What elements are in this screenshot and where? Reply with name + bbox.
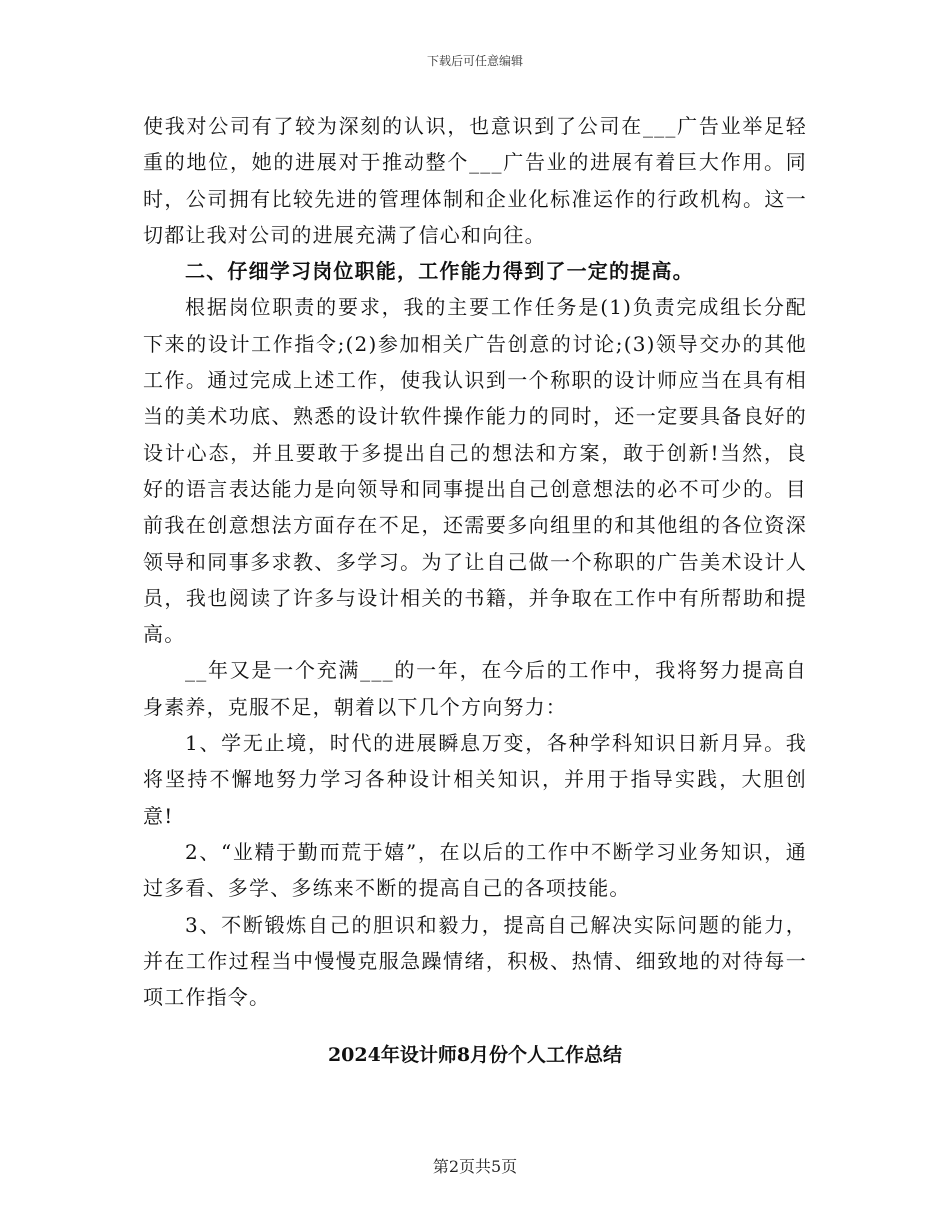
page-header-note: 下载后可任意编辑 bbox=[426, 54, 523, 68]
section-heading: 二、仔细学习岗位职能，工作能力得到了一定的提高。 bbox=[185, 259, 694, 284]
document-title: 2024年设计师8月份个人工作总结 bbox=[327, 1044, 623, 1066]
paragraph-intro: 使我对公司有了较为深刻的认识，也意识到了公司在___广告业举足轻重的地位，她的进展对于推动整个___广告业的进展有着巨大作用。同时，公司拥有比较先进的管理体制和企业化标准运作的行政机构。这一切都让我对公司的进展充满了信心和向往。 bbox=[143, 114, 807, 247]
list-item-2: 2、“业精于勤而荒于嬉”，在以后的工作中不断学习业务知识，通过多看、多学、多练来不断的提高自己的各项技能。 bbox=[143, 839, 807, 901]
paragraph-duties: 根据岗位职责的要求，我的主要工作任务是(1)负责完成组长分配下来的设计工作指令;(2)参加相关广告创意的讨论;(3)领导交办的其他工作。通过完成上述工作，使我认识到一个称职的设计师应当在具有相当的美术功底、熟悉的设计软件操作能力的同时，还一定要具备良好的设计心态，并且要敢于多提出自己的想法和方案，敢于创新!当然，良好的语言表达能力是向领导和同事提出自己创意想法的必不可少的。目前我在创意想法方面存在不足，还需要多向组里的和其他组的各位资深领导和同事多求教、多学习。为了让自己做一个称职的广告美术设计人员，我也阅读了许多与设计相关的书籍，并争取在工作中有所帮助和提高。 bbox=[143, 295, 807, 647]
paragraph-outlook: __年又是一个充满___的一年，在今后的工作中，我将努力提高自身素养，克服不足，朝着以下几个方向努力： bbox=[143, 658, 807, 719]
page-number: 第2页共5页 bbox=[432, 1157, 518, 1176]
list-item-3: 3、不断锻炼自己的胆识和毅力，提高自己解决实际问题的能力，并在工作过程当中慢慢克服急躁情绪，积极、热情、细致地的对待每一项工作指令。 bbox=[143, 912, 807, 1010]
document-body bbox=[143, 108, 807, 1015]
list-item-1: 1、学无止境，时代的进展瞬息万变，各种学科知识日新月异。我将坚持不懈地努力学习各种设计相关知识，并用于指导实践，大胆创意! bbox=[143, 731, 807, 828]
